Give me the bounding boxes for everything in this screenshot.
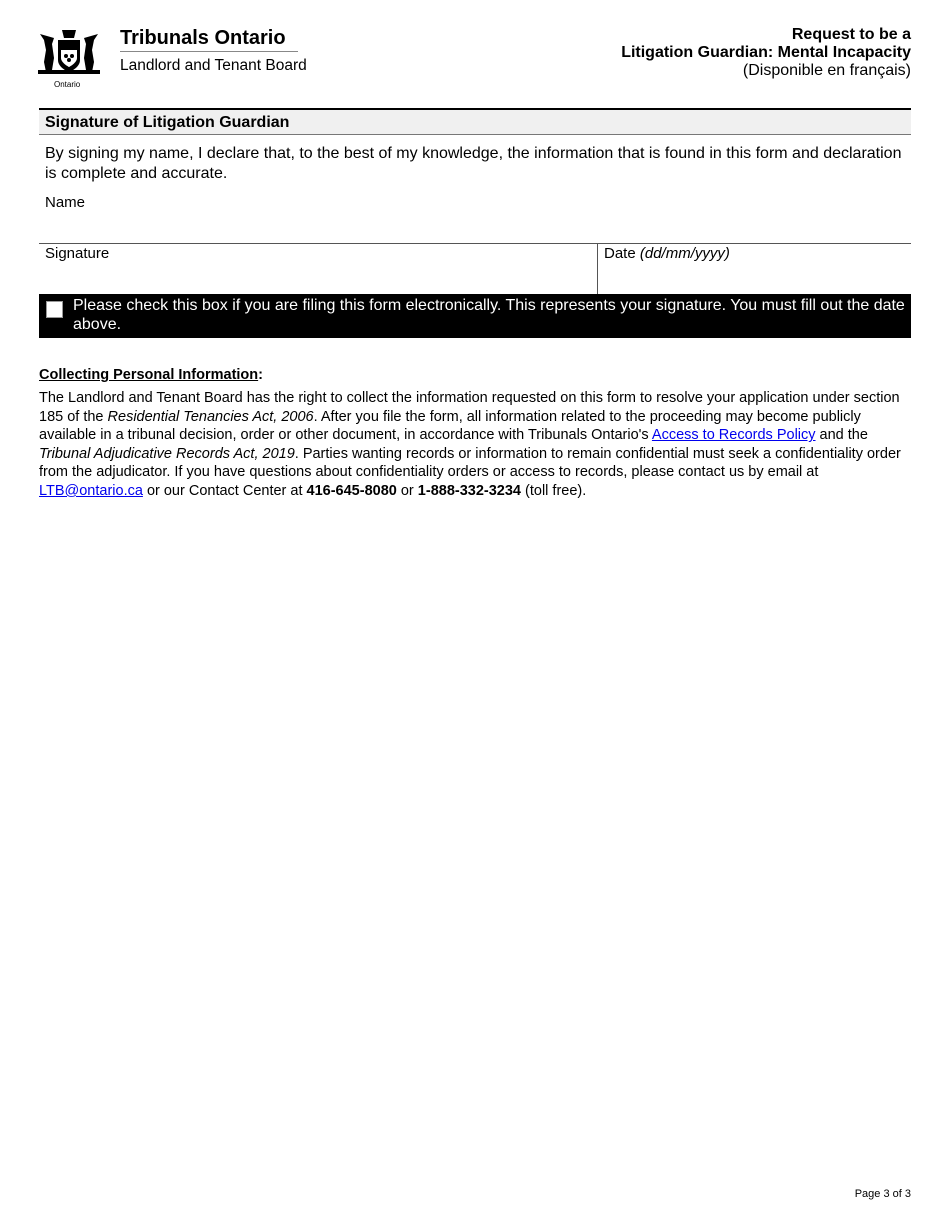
- privacy-text: or: [396, 482, 418, 499]
- phone-number: 416-645-8080: [306, 482, 397, 499]
- toll-free-number: 1-888-332-3234: [417, 482, 521, 499]
- electronic-filing-checkbox[interactable]: [46, 301, 63, 318]
- signature-date-row: [39, 243, 911, 295]
- access-to-records-link[interactable]: Access to Records Policy: [651, 427, 816, 444]
- act-name: Tribunal Adjudicative Records Act, 2019: [39, 445, 295, 462]
- crest-caption: Ontario: [54, 80, 81, 89]
- logo-divider: [120, 51, 298, 52]
- date-label: Date: [604, 245, 636, 262]
- section-heading: [39, 108, 911, 135]
- board-name: Landlord and Tenant Board: [120, 57, 307, 74]
- privacy-heading: [39, 367, 263, 383]
- form-title: [621, 26, 911, 80]
- french-note: (Disponible en français): [742, 62, 911, 79]
- field-divider: [597, 244, 598, 295]
- privacy-paragraph: [39, 389, 914, 501]
- act-name: Residential Tenancies Act, 2006: [107, 408, 314, 425]
- section-heading-text: Signature of Litigation Guardian: [45, 114, 290, 131]
- email-link[interactable]: LTB@ontario.ca: [39, 482, 143, 499]
- privacy-heading-colon: :: [258, 367, 263, 383]
- date-field[interactable]: [604, 245, 730, 262]
- electronic-filing-text: Please check this box if you are filing this form electronically. This represents your signature. You must fill out the date above.: [73, 297, 905, 333]
- privacy-text: or our Contact Center at: [142, 482, 307, 499]
- org-name: Tribunals Ontario: [120, 27, 286, 49]
- declaration-text: By signing my name, I declare that, to the best of my knowledge, the information that is found in this form and declaration is complete and accurate.: [45, 145, 902, 182]
- tribunals-ontario-logo: [34, 24, 314, 94]
- date-format: (dd/mm/yyyy): [639, 245, 730, 262]
- privacy-text: . After you file the form, all information related to the proceeding may become publicly available in a tribunal decision, order or other document, in accordance with Tribunals Ontario's: [39, 408, 861, 444]
- privacy-heading-text: Collecting Personal Information: [39, 367, 259, 383]
- privacy-text: The Landlord and Tenant Board has the right to collect the information requested on this form to resolve your application under section 185 of the: [39, 390, 900, 425]
- ontario-crest-icon: [36, 26, 102, 78]
- privacy-text: . Parties wanting records or information to remain confidential must seek a confidentiality order from the adjudicator. If you have questions about confidentiality orders or access to records, please contact us by email at: [39, 445, 901, 481]
- privacy-text: and the: [815, 427, 868, 444]
- page-number: Page 3 of 3: [854, 1188, 911, 1200]
- title-line-2: Litigation Guardian: Mental Incapacity: [621, 44, 911, 61]
- electronic-filing-bar: [39, 294, 911, 338]
- name-field[interactable]: Name: [45, 194, 86, 211]
- title-line-1: Request to be a: [791, 26, 911, 43]
- signature-field[interactable]: Signature: [45, 245, 110, 262]
- privacy-text: (toll free).: [521, 482, 587, 499]
